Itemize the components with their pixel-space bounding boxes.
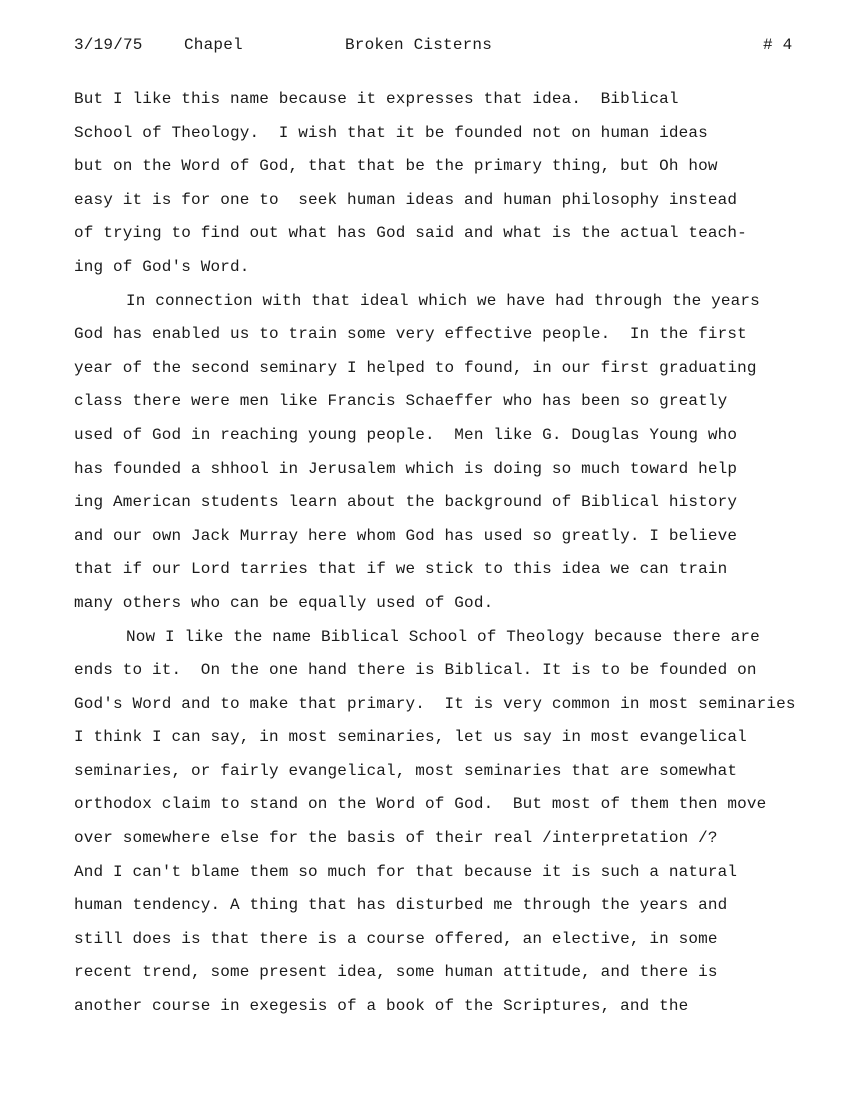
text-line: School of Theology. I wish that it be founded not on human ideas bbox=[74, 123, 708, 142]
text-line: ing American students learn about the background of Biblical history bbox=[74, 493, 738, 512]
text-line: that if our Lord tarries that if we stick to this idea we can train bbox=[74, 560, 728, 579]
text-line: has founded a shhool in Jerusalem which is doing so much toward help bbox=[74, 459, 738, 478]
text-line: seminaries, or fairly evangelical, most seminaries that are somewhat bbox=[74, 761, 738, 780]
text-line: but on the Word of God, that that be the primary thing, but Oh how bbox=[74, 157, 718, 176]
text-line: another course in exegesis of a book of the Scriptures, and the bbox=[74, 997, 689, 1016]
text-line: class there were men like Francis Schaeffer who has been so greatly bbox=[74, 392, 728, 411]
text-line: many others who can be equally used of God. bbox=[74, 593, 494, 612]
header-page-number: # 4 bbox=[763, 36, 793, 54]
header-title: Broken Cisterns bbox=[345, 36, 493, 54]
page-header bbox=[0, 36, 852, 58]
text-line: used of God in reaching young people. Men like G. Douglas Young who bbox=[74, 425, 738, 444]
text-line: In connection with that ideal which we have had through the years bbox=[126, 291, 760, 310]
header-date: 3/19/75 bbox=[74, 36, 143, 54]
text-line: ends to it. On the one hand there is Biblical. It is to be founded on bbox=[74, 661, 757, 680]
text-line: ing of God's Word. bbox=[74, 257, 250, 276]
text-line: still does is that there is a course offered, an elective, in some bbox=[74, 929, 718, 948]
text-line: Now I like the name Biblical School of Theology because there are bbox=[126, 627, 760, 646]
text-line: I think I can say, in most seminaries, let us say in most evangelical bbox=[74, 728, 747, 747]
paragraph-1 bbox=[74, 88, 834, 290]
text-line: over somewhere else for the basis of their real /interpretation /? bbox=[74, 829, 718, 848]
paragraph-2 bbox=[74, 290, 834, 626]
text-line: God's Word and to make that primary. It is very common in most seminaries bbox=[74, 694, 796, 713]
text-line: human tendency. A thing that has disturbed me through the years and bbox=[74, 896, 728, 915]
text-line: year of the second seminary I helped to found, in our first graduating bbox=[74, 358, 757, 377]
body-text bbox=[74, 88, 834, 1029]
text-line: recent trend, some present idea, some human attitude, and there is bbox=[74, 963, 718, 982]
header-occasion: Chapel bbox=[184, 36, 243, 54]
text-line: easy it is for one to seek human ideas and human philosophy instead bbox=[74, 190, 738, 209]
text-line: orthodox claim to stand on the Word of God. But most of them then move bbox=[74, 795, 767, 814]
text-line: But I like this name because it expresses that idea. Biblical bbox=[74, 90, 679, 108]
text-line: and our own Jack Murray here whom God has used so greatly. I believe bbox=[74, 526, 738, 545]
text-line: And I can't blame them so much for that because it is such a natural bbox=[74, 862, 738, 881]
text-line: God has enabled us to train some very effective people. In the first bbox=[74, 325, 747, 344]
text-line: of trying to find out what has God said and what is the actual teach- bbox=[74, 224, 747, 243]
paragraph-3 bbox=[74, 626, 834, 1029]
